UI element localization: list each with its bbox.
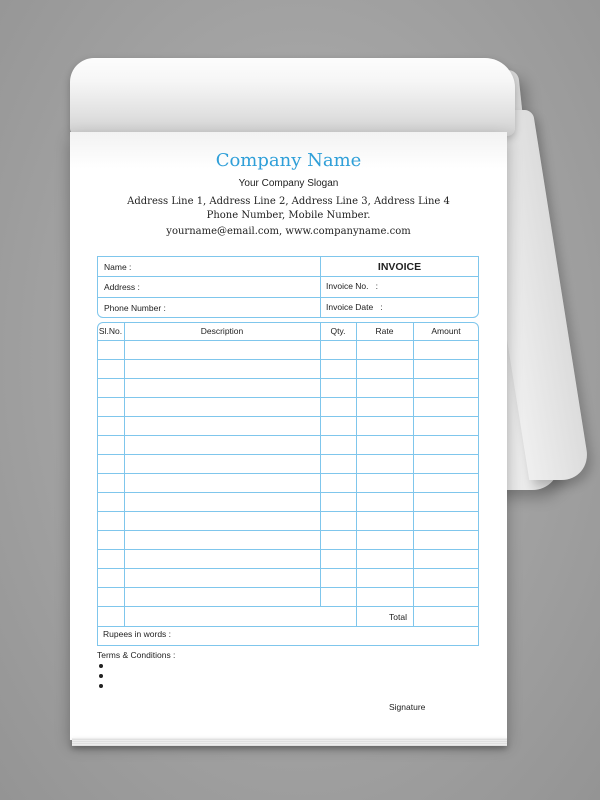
table-row-rule	[97, 549, 479, 550]
company-name: Company Name	[215, 150, 362, 171]
company-contact: yourname@email.com, www.companyname.com	[166, 226, 411, 237]
table-row-rule	[97, 530, 479, 531]
table-row-rule	[97, 435, 479, 436]
table-row-rule	[97, 454, 479, 455]
table-row-rule	[97, 492, 479, 493]
company-slogan: Your Company Slogan	[238, 178, 339, 189]
table-row-rule	[97, 397, 479, 398]
company-phone: Phone Number, Mobile Number.	[206, 210, 371, 221]
table-row-rule	[97, 378, 479, 379]
header-rate: Rate	[375, 326, 394, 336]
column-rule	[124, 322, 125, 626]
info-row-rule	[97, 297, 479, 298]
table-row-rule	[97, 511, 479, 512]
table-row-rule	[97, 568, 479, 569]
address-label: Address :	[104, 282, 140, 292]
total-row-rule	[97, 626, 479, 627]
table-row-rule	[97, 416, 479, 417]
terms-bullet	[99, 664, 103, 668]
items-table	[97, 322, 479, 646]
name-label: Name :	[104, 262, 132, 272]
column-rule	[320, 322, 321, 606]
pad-page-edges	[72, 738, 507, 746]
header-description: Description	[200, 326, 244, 336]
terms-bullet	[99, 674, 103, 678]
table-row-rule	[97, 359, 479, 360]
phone-number-label: Phone Number :	[104, 303, 166, 313]
table-header-rule	[97, 340, 479, 341]
company-address: Address Line 1, Address Line 2, Address Line 3, Address Line 4	[127, 196, 450, 207]
header-sl-no: Sl.No.	[98, 326, 123, 336]
invoice-date-label: Invoice Date :	[326, 302, 383, 312]
signature-label: Signature	[389, 702, 426, 712]
column-rule	[413, 322, 414, 626]
header-qty: Qty.	[330, 326, 346, 336]
info-row-rule	[97, 276, 479, 277]
pad-binding-roll	[70, 58, 515, 136]
table-row-rule	[97, 606, 479, 607]
terms-label: Terms & Conditions :	[97, 650, 176, 660]
total-label: Total	[389, 612, 407, 622]
terms-bullet	[99, 684, 103, 688]
table-row-rule	[97, 473, 479, 474]
column-rule	[356, 322, 357, 626]
invoice-title: INVOICE	[377, 261, 422, 273]
rupees-in-words-label: Rupees in words :	[103, 629, 172, 639]
invoice-no-label: Invoice No. :	[326, 281, 378, 291]
table-row-rule	[97, 587, 479, 588]
header-amount: Amount	[431, 326, 461, 336]
